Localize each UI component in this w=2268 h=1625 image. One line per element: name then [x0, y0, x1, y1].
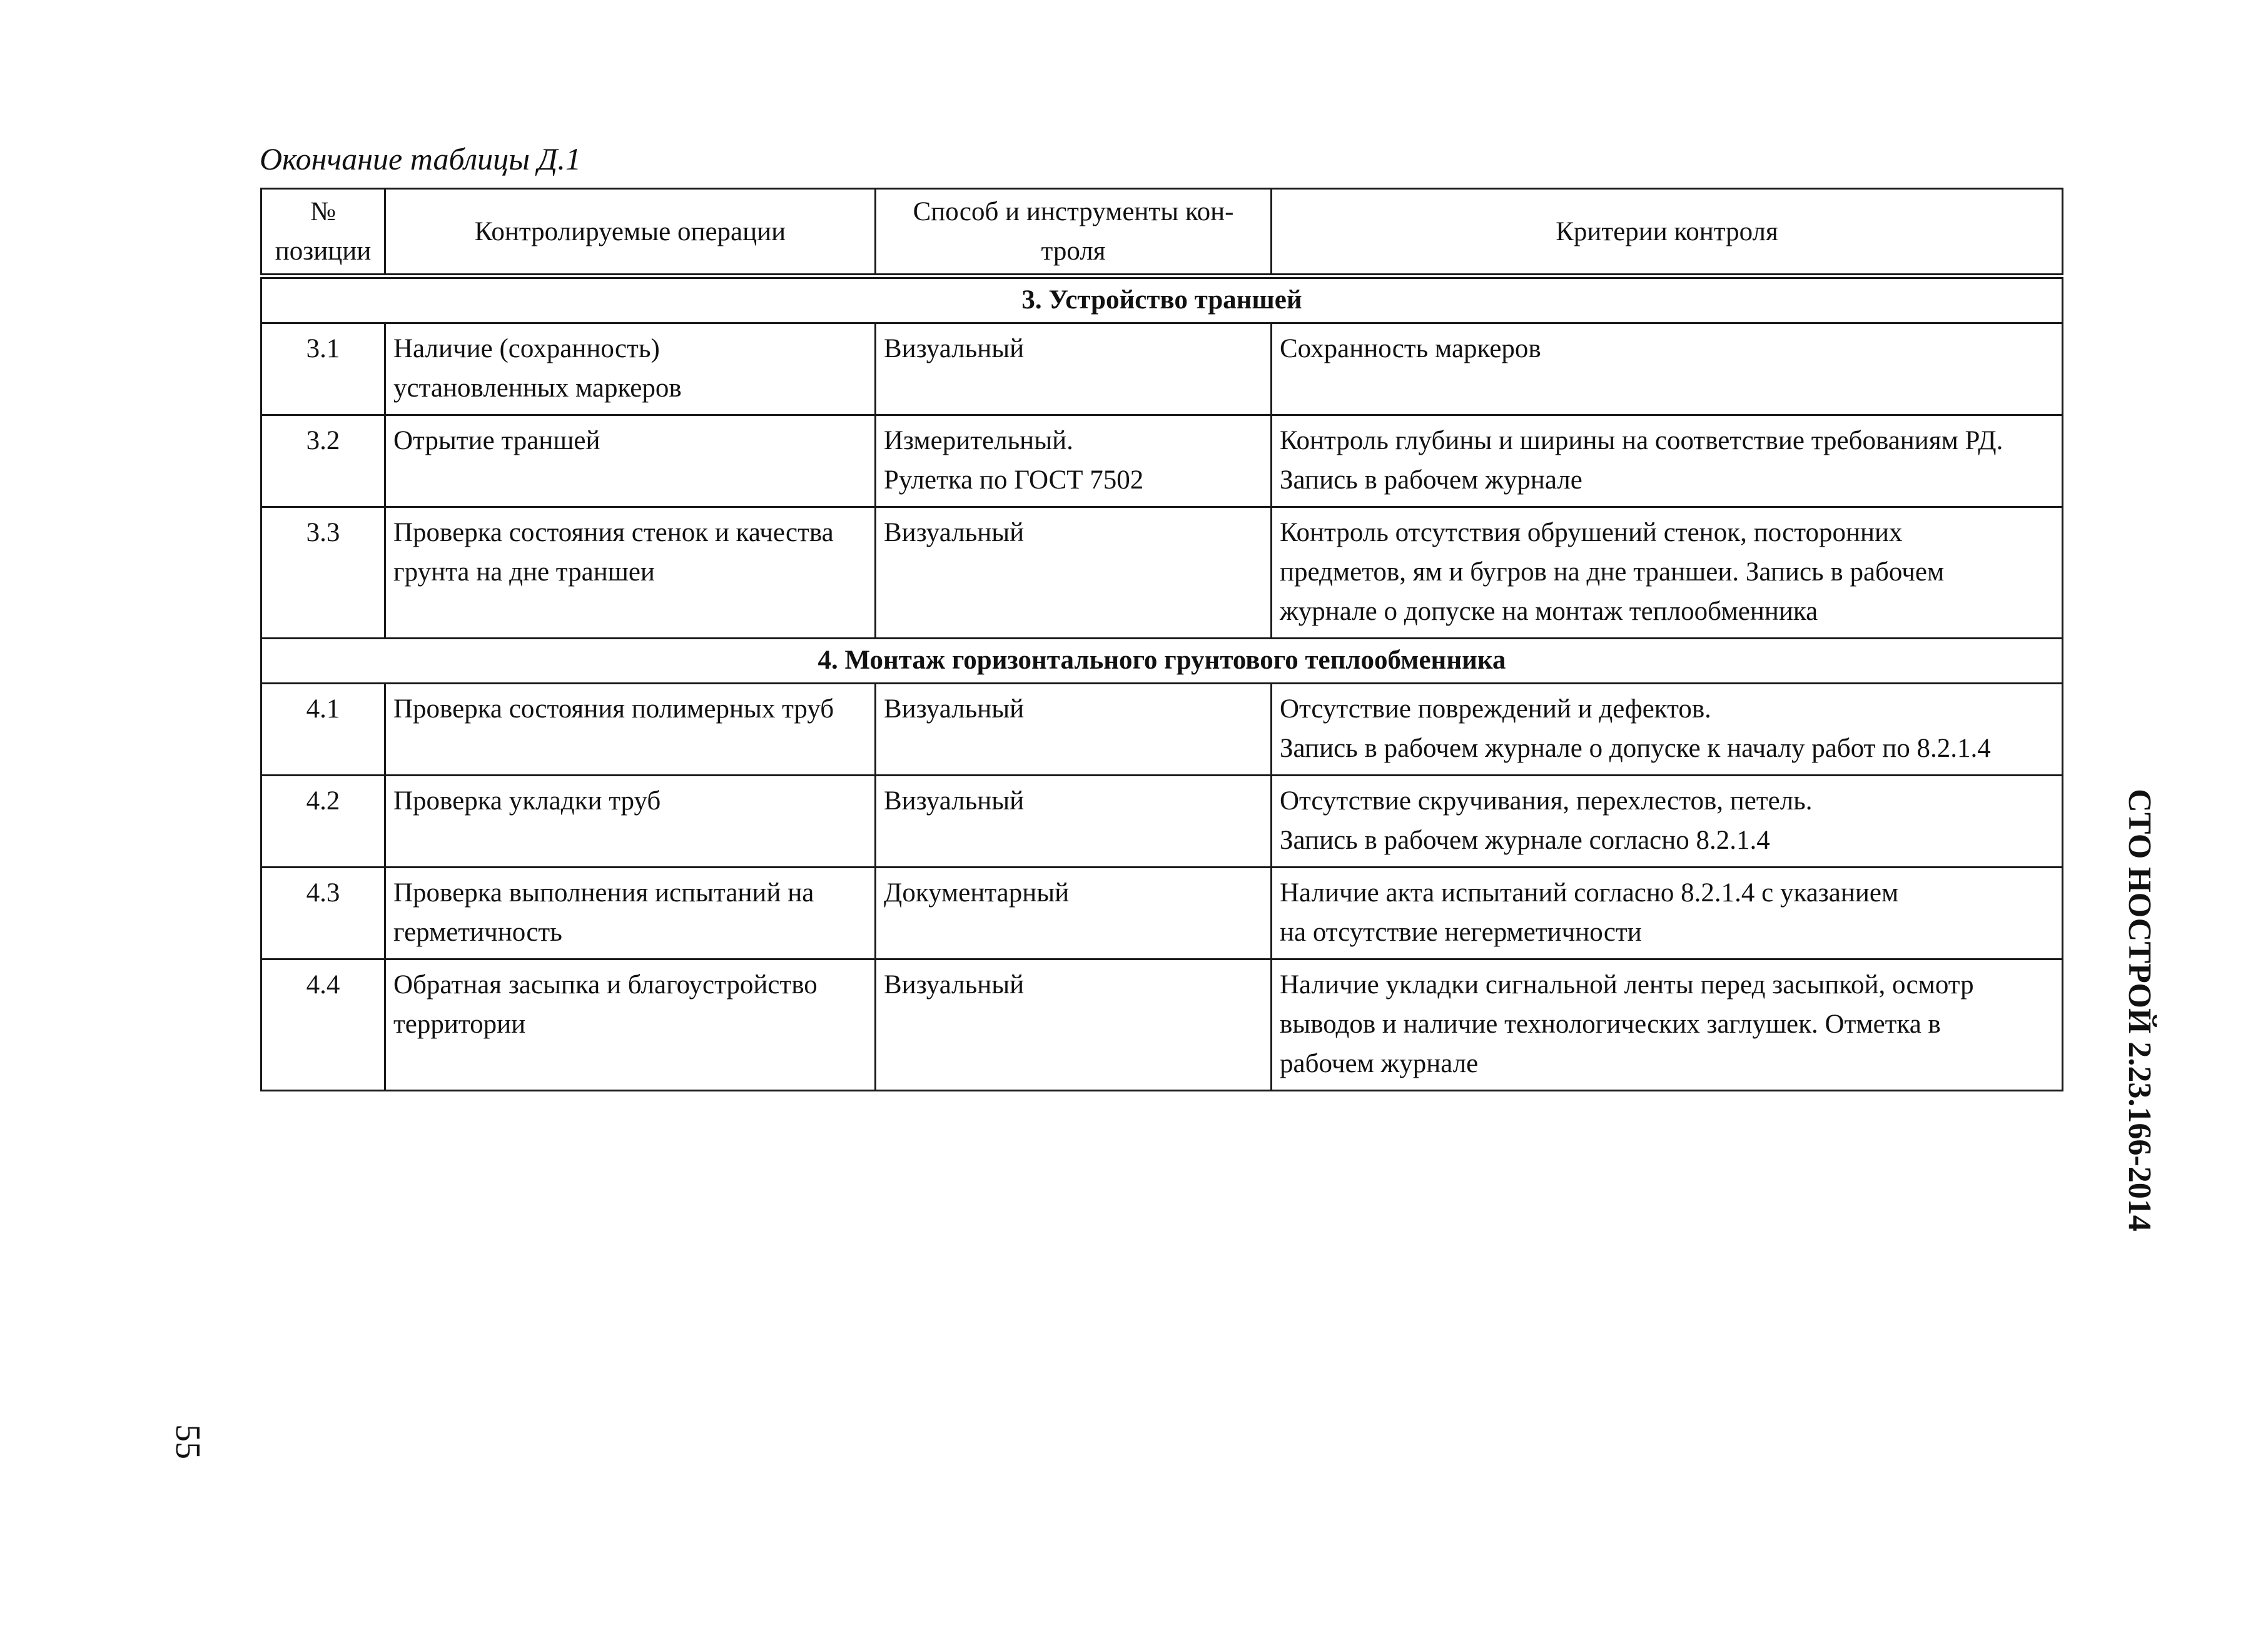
method-line: Документарный [884, 878, 1070, 908]
method-cell [876, 415, 1272, 507]
section-title: 4. Монтаж горизонтального грунтового теплообменника [261, 639, 2063, 684]
operation-line: грунта на дне траншеи [393, 557, 655, 587]
criteria-line: выводов и наличие технологических заглушек. Отметка в [1280, 1010, 1941, 1039]
header-operations: Контролируемые операции [385, 189, 876, 276]
criteria-line: Наличие акта испытаний согласно 8.2.1.4 с указанием [1280, 878, 1899, 908]
operation-line: установленных маркеров [393, 373, 682, 403]
method-line: Визуальный [884, 970, 1025, 1000]
header-num-label: позиции [275, 236, 372, 266]
method-line: Визуальный [884, 786, 1025, 816]
operation-line: Проверка выполнения испытаний на [393, 878, 814, 908]
method-line: Рулетка по ГОСТ 7502 [884, 465, 1144, 495]
operation-line: Обратная засыпка и благоустройство [393, 970, 818, 1000]
method-cell [876, 684, 1272, 776]
document-code: СТО НОСТРОЙ 2.23.166-2014 [2122, 789, 2157, 1232]
table-row [261, 776, 2063, 868]
table-row [261, 415, 2063, 507]
method-cell [876, 868, 1272, 959]
position-number: 3.1 [261, 323, 385, 415]
criteria-line: журнале о допуске на монтаж теплообменника [1280, 597, 1818, 626]
operation-cell [385, 507, 876, 639]
criteria-cell [1272, 868, 2063, 959]
method-cell [876, 323, 1272, 415]
criteria-cell [1272, 959, 2063, 1091]
table-body [261, 276, 2063, 1091]
criteria-line: Контроль отсутствия обрушений стенок, посторонних [1280, 518, 1903, 547]
header-position-number [261, 189, 385, 276]
criteria-cell [1272, 415, 2063, 507]
table-header [261, 189, 2063, 276]
method-cell [876, 776, 1272, 868]
operation-line: Наличие (сохранность) [393, 334, 660, 363]
operation-line: Проверка состояния полимерных труб [393, 694, 834, 724]
criteria-line: Отсутствие повреждений и дефектов. [1280, 694, 1711, 724]
section-title: 3. Устройство траншей [261, 276, 2063, 323]
table-row [261, 323, 2063, 415]
method-line: Визуальный [884, 334, 1025, 363]
table-row [261, 507, 2063, 639]
criteria-line: Запись в рабочем журнале о допуске к началу работ по 8.2.1.4 [1280, 734, 1991, 763]
criteria-line: Контроль глубины и ширины на соответствие требованиям РД. [1280, 426, 2003, 455]
table-row [261, 959, 2063, 1091]
operation-cell [385, 415, 876, 507]
position-number: 4.4 [261, 959, 385, 1091]
criteria-line: Сохранность маркеров [1280, 334, 1541, 363]
operation-cell [385, 323, 876, 415]
operation-cell [385, 684, 876, 776]
criteria-line: предметов, ям и бугров на дне траншеи. Запись в рабочем [1280, 557, 1945, 587]
criteria-cell [1272, 776, 2063, 868]
method-line: Визуальный [884, 518, 1025, 547]
criteria-line: на отсутствие негерметичности [1280, 918, 1642, 947]
method-cell [876, 507, 1272, 639]
operation-cell [385, 868, 876, 959]
method-line: Визуальный [884, 694, 1025, 724]
criteria-cell [1272, 323, 2063, 415]
method-line: Измерительный. [884, 426, 1073, 455]
table-caption: Окончание таблицы Д.1 [260, 141, 581, 176]
position-number: 4.2 [261, 776, 385, 868]
position-number: 4.3 [261, 868, 385, 959]
table-row [261, 868, 2063, 959]
operation-line: Проверка укладки труб [393, 786, 661, 816]
criteria-line: Запись в рабочем журнале [1280, 465, 1582, 495]
header-method-line1: Способ и инструменты кон- [913, 197, 1234, 226]
operation-line: территории [393, 1010, 526, 1039]
header-criteria: Критерии контроля [1272, 189, 2063, 276]
position-number: 4.1 [261, 684, 385, 776]
criteria-line: Запись в рабочем журнале согласно 8.2.1.4 [1280, 826, 1770, 855]
table-row [261, 684, 2063, 776]
criteria-line: Отсутствие скручивания, перехлестов, петель. [1280, 786, 1813, 816]
criteria-cell [1272, 507, 2063, 639]
criteria-cell [1272, 684, 2063, 776]
position-number: 3.2 [261, 415, 385, 507]
header-method-line2: троля [1041, 236, 1106, 266]
operation-line: Отрытие траншей [393, 426, 600, 455]
page-number: 55 [168, 1424, 207, 1459]
header-method [876, 189, 1272, 276]
header-num-symbol: № [310, 197, 337, 226]
method-cell [876, 959, 1272, 1091]
section-row [261, 639, 2063, 684]
operation-line: герметичность [393, 918, 562, 947]
criteria-line: Наличие укладки сигнальной ленты перед засыпкой, осмотр [1280, 970, 1974, 1000]
operation-cell [385, 776, 876, 868]
control-table [260, 188, 2063, 1091]
operation-line: Проверка состояния стенок и качества [393, 518, 834, 547]
criteria-line: рабочем журнале [1280, 1049, 1479, 1078]
section-row [261, 276, 2063, 323]
position-number: 3.3 [261, 507, 385, 639]
operation-cell [385, 959, 876, 1091]
